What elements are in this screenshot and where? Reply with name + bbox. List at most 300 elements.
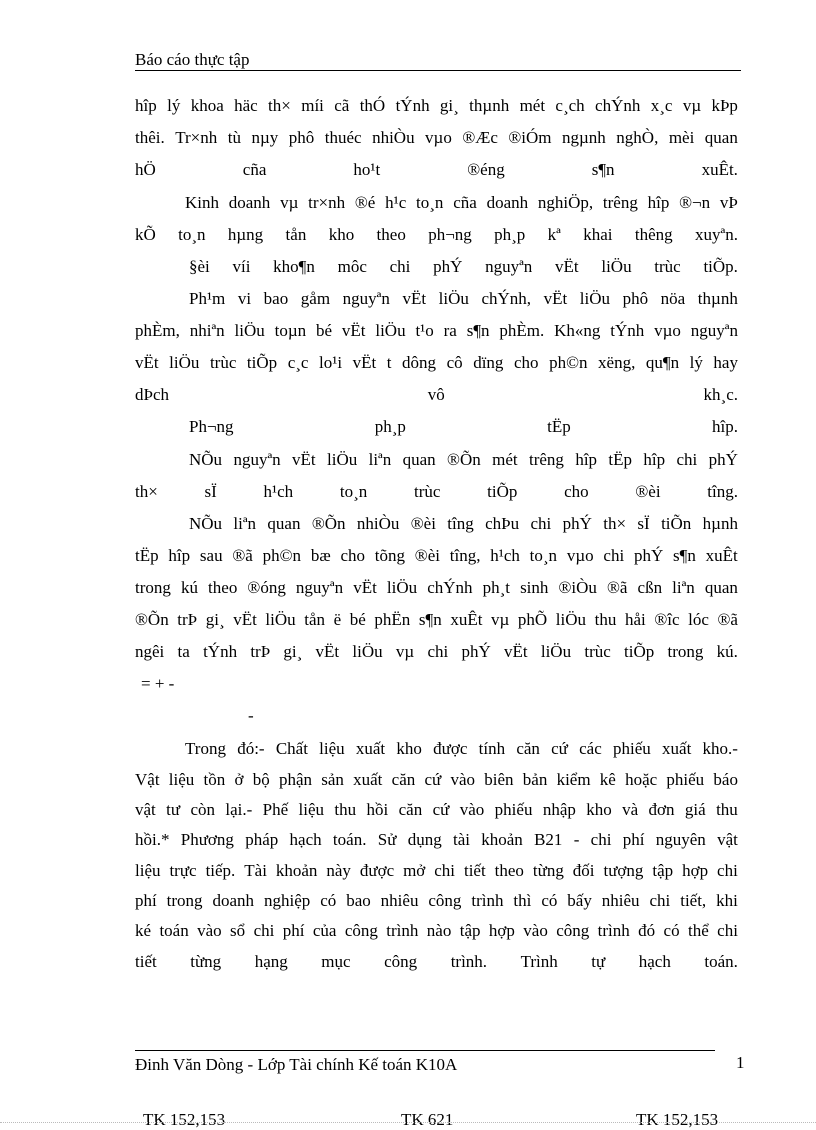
word: nguyªn xyxy=(233,450,281,469)
word: Tài xyxy=(244,861,267,880)
word: vµ xyxy=(682,96,702,115)
word: Ph¹m xyxy=(189,289,226,308)
word: tập xyxy=(652,861,674,880)
word: mèi xyxy=(668,128,695,147)
word: quan xyxy=(704,128,738,147)
word: hîp. xyxy=(711,417,738,436)
word: nµy xyxy=(251,128,279,147)
word: ®iÓm xyxy=(508,128,552,147)
word: to¸n xyxy=(178,225,206,244)
word: Chất xyxy=(275,739,308,758)
word: hµng xyxy=(227,225,264,244)
word: ®ã xyxy=(606,578,628,597)
word: tËp xyxy=(547,417,571,436)
text-line xyxy=(135,128,738,148)
word: liªn xyxy=(233,514,257,533)
word: Phương xyxy=(180,830,234,849)
word: ph¸p xyxy=(494,225,526,244)
word: vµo xyxy=(566,546,594,565)
word: thuéc xyxy=(324,128,362,147)
word: xuất xyxy=(355,739,386,758)
word: bao xyxy=(263,289,289,308)
word: phiếu xyxy=(494,800,533,819)
word: trÞ xyxy=(250,642,271,661)
word: ké xyxy=(135,921,152,940)
word: tập xyxy=(459,921,481,940)
word: víi xyxy=(232,257,251,276)
text-line xyxy=(135,225,738,245)
word: nghiÖp, xyxy=(537,193,594,212)
word: liệu xyxy=(319,739,345,758)
word: doanh xyxy=(228,193,271,212)
word: liÖu xyxy=(375,321,406,340)
word: trùc xyxy=(209,353,237,372)
word: cña xyxy=(453,193,477,212)
word: liÖu xyxy=(234,321,265,340)
word: hµnh xyxy=(702,514,738,533)
word: nguyªn xyxy=(690,321,738,340)
word: bấy xyxy=(567,891,592,910)
word: theo xyxy=(208,578,238,597)
word: Ph¬ng xyxy=(189,417,234,436)
word: liÖu xyxy=(352,642,383,661)
word: vËt xyxy=(353,578,377,597)
word: Sử xyxy=(377,830,397,849)
word: tài xyxy=(452,830,470,849)
word: nguyªn xyxy=(295,578,344,597)
text-line xyxy=(189,289,738,309)
word: trong xyxy=(667,642,704,661)
word: xuÊt xyxy=(450,610,483,629)
word: vËt xyxy=(352,353,377,372)
word: nhiªn xyxy=(189,321,225,340)
word: vào xyxy=(450,770,476,789)
word: phÝ xyxy=(633,546,664,565)
word: hợp xyxy=(488,921,515,940)
word: ®èi xyxy=(414,546,440,565)
word: vµo xyxy=(425,128,452,147)
word: trùc xyxy=(584,642,611,661)
word: mục xyxy=(321,952,351,971)
word: phí xyxy=(622,830,645,849)
word: sau xyxy=(199,546,223,565)
word: chÞu xyxy=(485,514,520,533)
word: kho xyxy=(328,225,355,244)
formula-line xyxy=(248,706,816,726)
word: giá xyxy=(684,800,706,819)
word: ®ã xyxy=(717,610,738,629)
word: dông xyxy=(402,353,437,372)
text-line xyxy=(135,321,738,341)
word: kÕ xyxy=(135,225,156,244)
word: chi xyxy=(253,921,275,940)
word: chÝnh xyxy=(427,578,473,597)
word: NÕu xyxy=(189,514,223,533)
word: hạch xyxy=(638,952,671,971)
word: vËt xyxy=(555,257,579,276)
word: thể xyxy=(687,921,709,940)
word: tÝnh xyxy=(203,642,238,661)
word: thµnh xyxy=(697,289,738,308)
word: hay xyxy=(713,353,738,372)
word: nghiệp xyxy=(263,891,311,910)
word: liÖu xyxy=(555,610,587,629)
word: tËp xyxy=(135,546,159,565)
word: công xyxy=(344,921,378,940)
word: th× xyxy=(603,514,627,533)
word: Trong xyxy=(185,739,226,758)
word: tiÕp xyxy=(487,482,518,501)
word: h¹ch xyxy=(490,546,520,565)
word: phiếu xyxy=(666,770,705,789)
word: kh¸c. xyxy=(703,385,738,404)
word: thu xyxy=(334,800,357,819)
word: toµn xyxy=(274,321,307,340)
word: phÝ xyxy=(562,514,592,533)
word: sản xyxy=(321,770,344,789)
word: liÖu xyxy=(327,450,358,469)
word: phận xyxy=(278,770,312,789)
word: = + - xyxy=(141,674,175,693)
account-label-right: TK 152,153 xyxy=(636,1110,719,1129)
word: xuyªn. xyxy=(695,225,738,244)
text-line xyxy=(189,257,738,277)
word: ®é xyxy=(354,193,376,212)
word: công xyxy=(428,891,462,910)
word: hồi.* xyxy=(135,830,170,849)
word: khoa xyxy=(190,96,224,115)
text-line xyxy=(189,514,738,534)
word: kho xyxy=(396,739,422,758)
word: này xyxy=(326,861,351,880)
word: tr×nh xyxy=(308,193,346,212)
word: tính xyxy=(478,739,506,758)
word: nhiêu xyxy=(601,891,640,910)
word: chi xyxy=(676,450,698,469)
text-line xyxy=(185,193,738,213)
word: kÞp xyxy=(711,96,738,115)
word: tõng xyxy=(374,546,405,565)
word: ®éng xyxy=(467,160,505,179)
word: biên xyxy=(484,770,514,789)
word: môc xyxy=(337,257,367,276)
word: phÕ xyxy=(517,610,548,629)
formula-line xyxy=(141,674,744,694)
word: liÖu xyxy=(438,289,469,308)
word: Kinh xyxy=(185,193,219,212)
word: nguyªn xyxy=(485,257,533,276)
word: trÞ xyxy=(177,610,198,629)
word: ho¹t xyxy=(353,160,381,179)
word: gi¸ xyxy=(439,96,459,115)
word: trùc xyxy=(414,482,441,501)
text-line xyxy=(135,642,738,662)
word: thêi. xyxy=(135,128,165,147)
word: phÝ xyxy=(433,257,463,276)
word: phÈm. xyxy=(499,321,545,340)
word: liªn xyxy=(672,578,695,597)
word: đơn xyxy=(648,800,675,819)
word: häc xyxy=(234,96,258,115)
word: liÖu xyxy=(540,642,572,661)
word: x¸c xyxy=(650,96,673,115)
word: to¸n xyxy=(339,482,368,501)
text-line xyxy=(135,610,738,630)
word: liÖu xyxy=(265,610,296,629)
word: khoản xyxy=(481,830,523,849)
word: s¶n xyxy=(673,546,696,565)
word: xuÊt. xyxy=(701,160,738,179)
word: còn xyxy=(190,800,216,819)
word: tiết, xyxy=(680,891,707,910)
word: nhiÒu xyxy=(356,514,400,533)
page-number: 1 xyxy=(736,1053,745,1072)
word: ®Æc xyxy=(462,128,498,147)
word: Trình xyxy=(520,952,558,971)
word: ®iÒu xyxy=(558,578,597,597)
word: trình xyxy=(386,921,419,940)
word: mở xyxy=(403,861,426,880)
word: ®èi xyxy=(410,514,436,533)
word: vËt xyxy=(504,642,528,661)
word: dÞch xyxy=(135,385,169,404)
word: vËt xyxy=(543,289,568,308)
word: báo xyxy=(713,770,738,789)
word: vô xyxy=(427,385,445,404)
word: nghÒ, xyxy=(616,128,659,147)
word: tiếp. xyxy=(205,861,236,880)
word: nguyªn xyxy=(342,289,390,308)
word: dïng xyxy=(473,353,504,372)
word: chi xyxy=(717,861,738,880)
word: trêng xyxy=(529,450,564,469)
word: đó xyxy=(638,921,656,940)
word: quan xyxy=(704,578,738,597)
word: Vật xyxy=(135,770,160,789)
word: cña xyxy=(242,160,267,179)
word: nào xyxy=(426,921,452,940)
word: ngêi xyxy=(135,642,165,661)
word: thÓ xyxy=(359,96,386,115)
word: kho.- xyxy=(702,739,738,758)
text-line xyxy=(189,417,738,437)
word: c¸ch xyxy=(555,96,585,115)
word: §èi xyxy=(189,257,210,276)
word: khoản xyxy=(275,861,318,880)
word: phÝ xyxy=(708,450,738,469)
text-line xyxy=(135,800,738,820)
word: tån xyxy=(304,610,326,629)
word: ngµnh xyxy=(562,128,606,147)
text-line xyxy=(135,830,738,850)
word: công xyxy=(556,921,590,940)
word: chi xyxy=(427,642,449,661)
word: của xyxy=(312,921,337,940)
word: kú. xyxy=(716,642,738,661)
word: vào xyxy=(523,921,548,940)
word: xëng, xyxy=(598,353,636,372)
word: đó:- xyxy=(237,739,265,758)
word: chÝnh xyxy=(595,96,641,115)
word: mét xyxy=(519,96,546,115)
word: chi xyxy=(530,514,552,533)
word: thì xyxy=(513,891,532,910)
word: ph¸p xyxy=(374,417,406,436)
word: kê xyxy=(599,770,616,789)
word: hạch xyxy=(289,830,322,849)
word: cứ xyxy=(432,800,450,819)
word: phËn xyxy=(374,610,411,629)
text-line xyxy=(135,353,738,373)
text-line xyxy=(135,921,738,941)
word: chi xyxy=(434,861,456,880)
word: ®Õn xyxy=(447,450,481,469)
word: liệu xyxy=(168,770,195,789)
word: và xyxy=(622,800,639,819)
word: gi¸ xyxy=(283,642,303,661)
word: lóc xyxy=(688,610,709,629)
word: ta xyxy=(177,642,190,661)
word: ở xyxy=(234,770,244,789)
word: ®óng xyxy=(247,578,286,597)
word: - xyxy=(573,830,580,849)
word: míi xyxy=(301,96,324,115)
word: tîng xyxy=(447,514,474,533)
text-line xyxy=(135,160,738,180)
word: trong xyxy=(135,578,171,597)
word: t xyxy=(386,353,392,372)
word: lý xyxy=(689,353,703,372)
word: kiểm xyxy=(556,770,591,789)
word: vµ xyxy=(280,193,299,212)
word: ®ã xyxy=(232,546,253,565)
word: cứ xyxy=(551,739,568,758)
word: ®Õn xyxy=(311,514,346,533)
word: các xyxy=(579,739,602,758)
word: nguyên xyxy=(655,830,706,849)
word: tiÕp xyxy=(624,642,655,661)
word: nhiêu xyxy=(380,891,419,910)
word: thu xyxy=(594,610,617,629)
word: dụng xyxy=(407,830,442,849)
word: tù xyxy=(227,128,241,147)
word: hîp xyxy=(647,193,670,212)
word: håi xyxy=(624,610,646,629)
word: căn xyxy=(391,770,416,789)
word: sÏ xyxy=(637,514,650,533)
word: toán. xyxy=(332,830,367,849)
word: nhiÒu xyxy=(372,128,415,147)
word: xuất xyxy=(662,739,692,758)
word: to¸n xyxy=(529,546,558,565)
word: phí xyxy=(135,891,157,910)
word: phí xyxy=(282,921,305,940)
word: gåm xyxy=(300,289,331,308)
text-line xyxy=(189,450,738,470)
word: sÏ xyxy=(204,482,217,501)
word: tËp xyxy=(608,450,633,469)
word: hÖ xyxy=(135,160,156,179)
word: tiÕp. xyxy=(703,257,738,276)
word: cho xyxy=(564,482,589,501)
word: vật xyxy=(135,800,156,819)
word: phÈm, xyxy=(135,321,180,340)
word: ra xyxy=(443,321,457,340)
word: cho xyxy=(340,546,365,565)
word: ®îc xyxy=(654,610,680,629)
word: hoặc xyxy=(625,770,658,789)
word: vi xyxy=(237,289,252,308)
word: tư xyxy=(166,800,181,819)
word: xuất xyxy=(353,770,383,789)
account-label-middle: TK 621 xyxy=(401,1110,454,1129)
word: hîp xyxy=(168,546,191,565)
text-line xyxy=(135,952,738,972)
word: cô xyxy=(446,353,463,372)
word: th× xyxy=(268,96,291,115)
word: trong xyxy=(166,891,203,910)
word: vào xyxy=(459,800,485,819)
word: cho xyxy=(513,353,539,372)
word: t¹o xyxy=(415,321,434,340)
word: chi xyxy=(649,891,671,910)
header-title: Báo cáo thực tập xyxy=(135,50,250,69)
word: s¶n xyxy=(418,610,442,629)
word: tiÕn xyxy=(661,514,692,533)
word: tiết xyxy=(135,952,157,971)
word: trêng xyxy=(602,193,638,212)
word: hợp xyxy=(682,861,709,880)
word: hồi xyxy=(366,800,389,819)
word: tiết xyxy=(463,861,486,880)
text-line xyxy=(135,891,738,911)
word: kho xyxy=(586,800,612,819)
word: phiếu xyxy=(613,739,651,758)
text-line xyxy=(185,739,738,759)
word: lý xyxy=(167,96,181,115)
word: ë xyxy=(333,610,342,629)
word: có xyxy=(663,921,680,940)
word: bao xyxy=(346,891,371,910)
word: công xyxy=(384,952,418,971)
word: vËt xyxy=(402,289,427,308)
word: được xyxy=(433,739,468,758)
word: liÖu xyxy=(169,353,200,372)
word: Phế xyxy=(262,800,289,819)
word: vật xyxy=(717,830,738,849)
word: th× xyxy=(135,482,158,501)
account-label-left: TK 152,153 xyxy=(143,1110,226,1129)
word: phô xyxy=(288,128,315,147)
word: sinh xyxy=(520,578,549,597)
word: từng xyxy=(190,952,222,971)
footer-author: Đinh Văn Dòng - Lớp Tài chính Kế toán K10A xyxy=(135,1055,458,1074)
word: nöa xyxy=(660,289,686,308)
word: ph¸t xyxy=(482,578,510,597)
word: vËt xyxy=(315,642,340,661)
word: được xyxy=(359,861,395,880)
word: ph©n xyxy=(262,546,302,565)
word: quan xyxy=(402,450,436,469)
word: thêng xyxy=(634,225,673,244)
word: tồn xyxy=(203,770,226,789)
word: vËt xyxy=(233,610,257,629)
word: lo¹i xyxy=(319,353,343,372)
word: kho¶n xyxy=(273,257,315,276)
text-line xyxy=(135,385,738,405)
word: theo xyxy=(376,225,406,244)
header-rule xyxy=(135,70,741,71)
